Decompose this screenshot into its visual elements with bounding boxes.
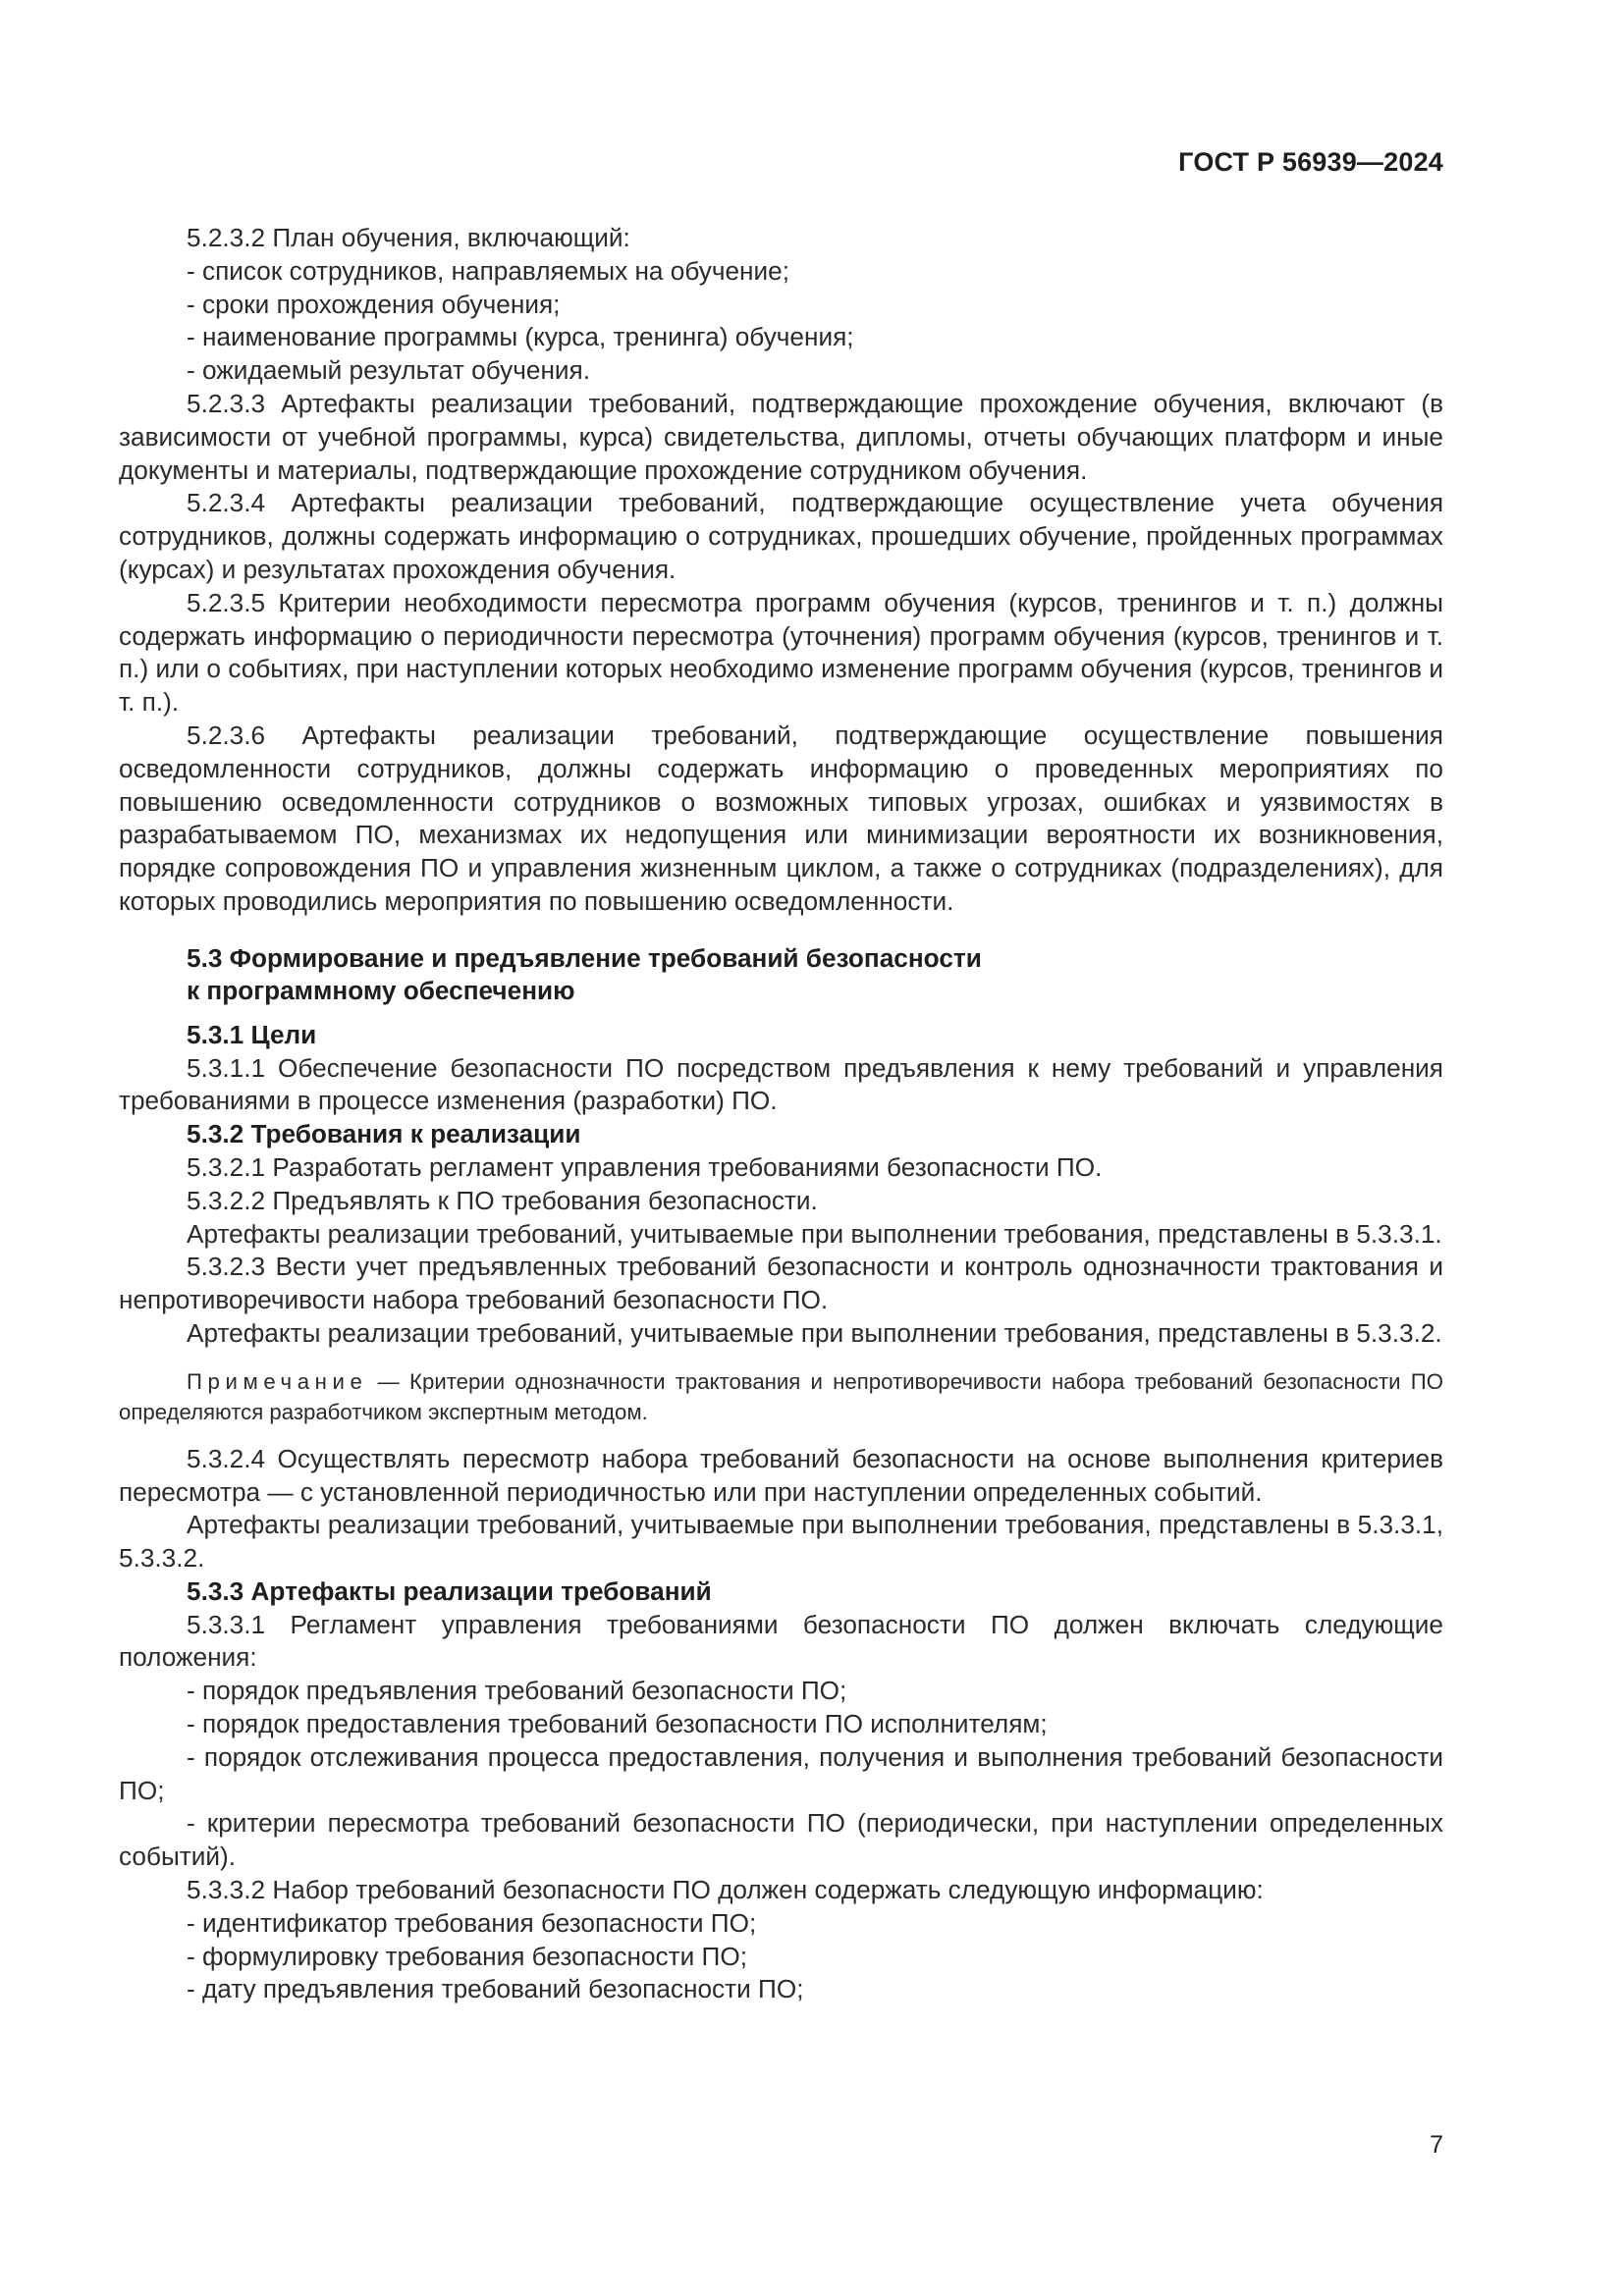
list-item: - порядок отслеживания процесса предоставления, получения и выполнения требований безопасности ПО;: [119, 1741, 1443, 1805]
subsection-heading: 5.3.1 Цели: [187, 1019, 317, 1049]
list-item: - дату предъявления требований безопасности ПО;: [187, 1974, 804, 2004]
list-item: - критерии пересмотра требований безопасности ПО (периодически, при наступлении определенных событий).: [119, 1808, 1443, 1872]
note: [119, 1366, 1443, 1427]
paragraph: 5.2.3.3 Артефакты реализации требований, подтверждающие прохождение обучения, включают (в зависимости от учебной программы, курса) свидетельства, дипломы, отчеты обучающих платформ и иные документы и материалы, подтверждающие прохождение сотрудником обучения.: [119, 388, 1443, 485]
list-item: - ожидаемый результат обучения.: [187, 355, 591, 386]
paragraph: 5.3.2.2 Предъявлять к ПО требования безопасности.: [187, 1185, 818, 1215]
paragraph: 5.2.3.6 Артефакты реализации требований, подтверждающие осуществление повышения осведомленности сотрудников, должны содержать информацию о проведенных мероприятиях по повышению осведомленности сотрудников о возможных типовых угрозах, ошибках и уязвимостях в разрабатываемом ПО, механизмах их недопущения или минимизации вероятности их возникновения, порядке сопровождения ПО и управления жизненным циклом, а также о сотрудниках (подразделениях), для которых проводились мероприятия по повышению осведомленности.: [119, 720, 1443, 916]
list-item: - список сотрудников, направляемых на обучение;: [187, 255, 789, 286]
paragraph: 5.3.2.1 Разработать регламент управления требованиями безопасности ПО.: [187, 1151, 1103, 1182]
paragraph: 5.2.3.4 Артефакты реализации требований, подтверждающие осуществление учета обучения сотрудников, должны содержать информацию о сотрудниках, прошедших обучение, пройденных программах (курсах) и результатах прохождения обучения.: [119, 488, 1443, 584]
paragraph: 5.3.2.3 Вести учет предъявленных требований безопасности и контроль однозначности трактования и непротиворечивости набора требований безопасности ПО.: [119, 1252, 1443, 1315]
list-item: - идентификатор требования безопасности ПО;: [187, 1907, 757, 1938]
list-item: - порядок предоставления требований безопасности ПО исполнителям;: [187, 1709, 1048, 1739]
note-text: — Критерии однозначности трактования и непротиворечивости набора требований безопасности ПО определяются разработчиком экспертным методом.: [119, 1368, 1443, 1424]
section-heading-line: к программному обеспечению: [187, 975, 575, 1005]
section-heading-line: 5.3 Формирование и предъявление требований безопасности: [187, 942, 982, 973]
page-number: 7: [1430, 2131, 1443, 2159]
document-body: [119, 222, 1443, 2006]
paragraph: 5.3.1.1 Обеспечение безопасности ПО посредством предъявления к нему требований и управления требованиями в процессе изменения (разработки) ПО.: [119, 1052, 1443, 1116]
paragraph: 5.2.3.5 Критерии необходимости пересмотра программ обучения (курсов, тренингов и т. п.) должны содержать информацию о периодичности пересмотра (уточнения) программ обучения (курсов, тренингов и т. п.) или о событиях, при наступлении которых необходимо изменение программ обучения (курсов, тренингов и т. п.).: [119, 587, 1443, 718]
paragraph: Артефакты реализации требований, учитываемые при выполнении требования, представлены в 5.3.3.1.: [187, 1218, 1442, 1249]
paragraph: 5.3.2.4 Осуществлять пересмотр набора требований безопасности на основе выполнения критериев пересмотра — с установленной периодичностью или при наступлении определенных событий.: [119, 1443, 1443, 1507]
section-heading: [119, 942, 1443, 1007]
paragraph: 5.3.3.2 Набор требований безопасности ПО должен содержать следующую информацию:: [187, 1875, 1264, 1905]
paragraph: 5.2.3.2 План обучения, включающий:: [187, 223, 630, 252]
paragraph: 5.3.3.1 Регламент управления требованиями безопасности ПО должен включать следующие положения:: [119, 1609, 1443, 1673]
paragraph: Артефакты реализации требований, учитываемые при выполнении требования, представлены в 5.3.3.1, 5.3.3.2.: [119, 1510, 1443, 1574]
list-item: - наименование программы (курса, тренинга) обучения;: [187, 322, 854, 352]
list-item: - порядок предъявления требований безопасности ПО;: [187, 1676, 847, 1706]
paragraph: Артефакты реализации требований, учитываемые при выполнении требования, представлены в 5.3.3.2.: [187, 1317, 1442, 1348]
subsection-heading: 5.3.2 Требования к реализации: [187, 1119, 581, 1149]
list-item: - сроки прохождения обучения;: [187, 289, 561, 319]
list-item: - формулировку требования безопасности ПО;: [187, 1941, 747, 1971]
subsection-heading: 5.3.3 Артефакты реализации требований: [187, 1575, 712, 1606]
document-code: ГОСТ Р 56939—2024: [1178, 147, 1443, 177]
note-label: Примечание: [187, 1368, 368, 1394]
